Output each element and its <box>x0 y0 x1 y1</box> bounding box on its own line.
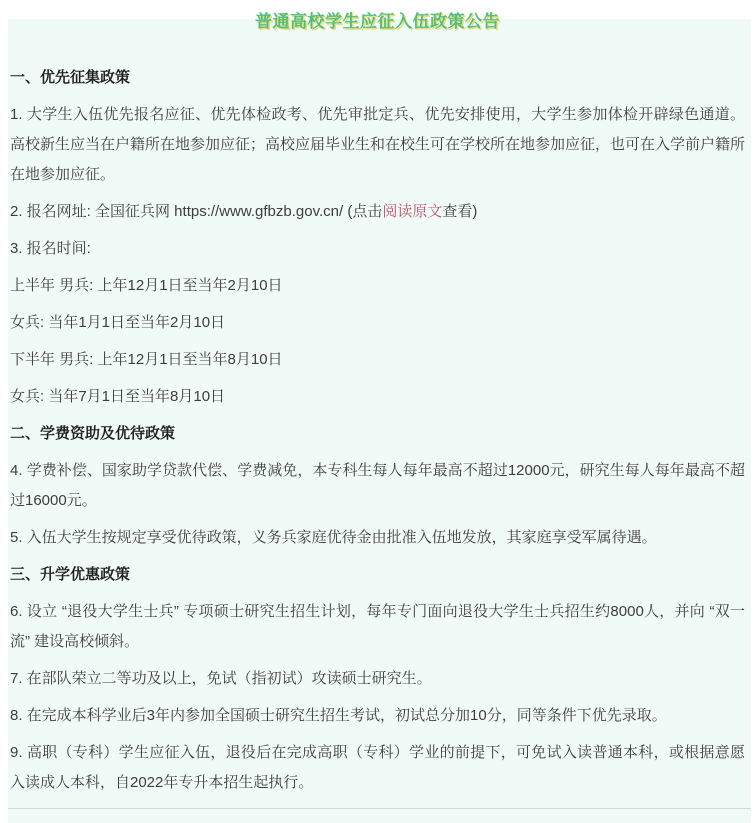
article-panel <box>8 19 751 823</box>
enlist-time-second-half-male: 下半年 男兵: 上年12月1日至当年8月10日 <box>10 351 283 368</box>
paragraph-9: 9. 高职（专科）学生应征入伍，退役后在完成高职（专科）学业的前提下，可免试入读普通本科，或根据意愿入读成人本科，自2022年专升本招生起执行。 <box>10 744 745 791</box>
paragraph-8: 8. 在完成本科学业后3年内参加全国硕士研究生招生考试，初试总分加10分，同等条件下优先录取。 <box>10 707 667 724</box>
paragraph-4: 4. 学费补偿、国家助学贷款代偿、学费减免，本专科生每人每年最高不超过12000元，研究生每人每年最高不超过16000元。 <box>10 462 745 509</box>
read-original-link[interactable]: 阅读原文 <box>382 203 443 220</box>
section-heading-3: 三、升学优惠政策 <box>10 566 131 583</box>
enlist-time-first-half-male: 上半年 男兵: 上年12月1日至当年2月10日 <box>10 277 283 294</box>
paragraph-2 <box>10 197 745 227</box>
paragraph-3: 3. 报名时间: <box>10 240 91 257</box>
enlist-time-second-half-female: 女兵: 当年7月1日至当年8月10日 <box>10 388 226 405</box>
paragraph-1: 1. 大学生入伍优先报名应征、优先体检政考、优先审批定兵、优先安排使用，大学生参加体检开辟绿色通道。高校新生应当在户籍所在地参加应征；高校应届毕业生和在校生可在学校所在地参加应征，也可在入学前户籍所在地参加应征。 <box>10 106 746 183</box>
paragraph-2-prefix: 2. 报名网址: 全国征兵网 https://www.gfbzb.gov.cn/ (点击 <box>10 203 383 220</box>
paragraph-6: 6. 设立 “退役大学生士兵” 专项硕士研究生招生计划，每年专门面向退役大学生士兵招生约8000人，并向 “双一流” 建设高校倾斜。 <box>10 603 745 650</box>
enlist-time-first-half-female: 女兵: 当年1月1日至当年2月10日 <box>10 314 226 331</box>
section-heading-2: 二、学费资助及优待政策 <box>10 425 176 442</box>
bottom-divider <box>8 808 751 809</box>
section-heading-1: 一、优先征集政策 <box>10 69 131 86</box>
page-title: 普通高校学生应征入伍政策公告 <box>255 12 500 31</box>
article-body <box>10 63 745 809</box>
paragraph-2-suffix: 查看) <box>442 203 478 220</box>
paragraph-5: 5. 入伍大学生按规定享受优待政策，义务兵家庭优待金由批准入伍地发放，其家庭享受军属待遇。 <box>10 529 657 546</box>
paragraph-7: 7. 在部队荣立二等功及以上，免试（指初试）攻读硕士研究生。 <box>10 670 432 687</box>
